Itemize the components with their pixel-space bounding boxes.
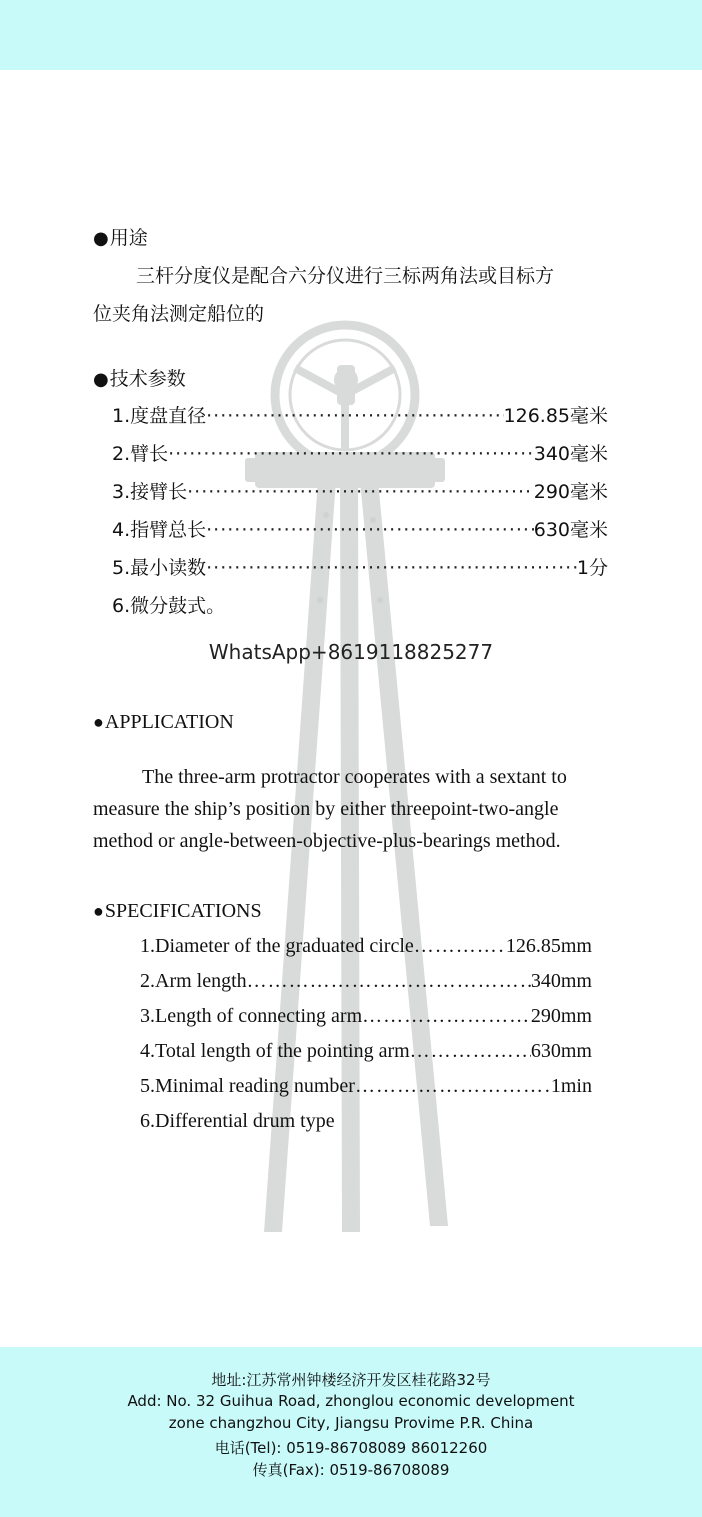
en-application-heading-text: APPLICATION — [104, 711, 234, 733]
en-spec-value: 126.85mm — [505, 935, 592, 957]
en-spec-row — [140, 935, 592, 958]
zh-usage-heading-text: 用途 — [109, 227, 148, 249]
dot-leader — [168, 443, 534, 465]
zh-usage-line2: 位夹角法测定船位的 — [93, 303, 265, 325]
en-spec-row — [140, 1075, 592, 1098]
dot-leader — [187, 481, 534, 503]
footer-fax: 传真(Fax): 0519-86708089 — [252, 1461, 450, 1479]
en-spec-label: 2.Arm length — [140, 970, 247, 992]
en-application-line2: measure the ship’s position by either threepoint-two-angle — [93, 798, 559, 820]
zh-spec-heading-text: 技术参数 — [109, 368, 186, 390]
whatsapp-contact: WhatsApp+8619118825277 — [208, 640, 494, 664]
en-spec-heading: ●SPECIFICATIONS — [93, 900, 262, 922]
zh-spec-label: 2.臂长 — [112, 443, 169, 465]
footer-address-en-2: zone changzhou City, Jiangsu Provime P.R. China — [168, 1414, 534, 1432]
footer-address-en-1: Add: No. 32 Guihua Road, zhonglou economic development — [127, 1392, 575, 1410]
zh-spec-heading: ●技术参数 — [93, 368, 186, 390]
dot-leader — [206, 405, 503, 427]
zh-spec-row — [112, 515, 608, 542]
dot-leader — [206, 557, 577, 579]
zh-spec-label: 1.度盘直径 — [112, 405, 207, 427]
zh-spec-value: 630毫米 — [533, 519, 608, 541]
zh-spec-label: 3.接臂长 — [112, 481, 188, 503]
zh-spec-value: 1分 — [576, 557, 608, 579]
en-spec-label: 4.Total length of the pointing arm — [140, 1040, 410, 1062]
en-spec-value: 630mm — [530, 1040, 592, 1062]
en-application-heading: ●APPLICATION — [93, 711, 234, 733]
zh-spec-label: 4.指臂总长 — [112, 519, 207, 541]
en-spec-value: 340mm — [530, 970, 592, 992]
zh-spec-row — [112, 477, 608, 504]
dot-leader — [414, 935, 506, 958]
dot-leader — [355, 1075, 551, 1098]
en-spec-label: 1.Diameter of the graduated circle — [140, 935, 414, 957]
en-spec-value: 1min — [550, 1075, 592, 1097]
zh-spec-value: 290毫米 — [533, 481, 608, 503]
zh-usage-line1: 三杆分度仪是配合六分仪进行三标两角法或目标方 — [136, 265, 555, 287]
en-application-line1: The three-arm protractor cooperates with a sextant to — [142, 766, 567, 788]
dot-leader — [206, 519, 534, 541]
zh-spec-label: 5.最小读数 — [112, 557, 207, 579]
en-spec-row — [140, 970, 592, 993]
en-spec-row — [140, 1005, 592, 1028]
zh-spec-row — [112, 439, 608, 466]
en-spec-label: 5.Minimal reading number — [140, 1075, 355, 1097]
zh-spec-row — [112, 553, 608, 580]
zh-spec-value: 340毫米 — [533, 443, 608, 465]
en-spec-label: 3.Length of connecting arm — [140, 1005, 363, 1027]
dot-leader — [247, 970, 531, 993]
footer-tel: 电话(Tel): 0519-86708089 86012260 — [214, 1439, 488, 1457]
en-spec-6: 6.Differential drum type — [140, 1110, 335, 1132]
footer-address-zh: 地址:江苏常州钟楼经济开发区桂花路32号 — [211, 1371, 491, 1389]
zh-spec-row — [112, 401, 608, 428]
en-spec-heading-text: SPECIFICATIONS — [104, 900, 262, 922]
zh-usage-heading: ●用途 — [93, 227, 148, 249]
en-spec-row — [140, 1040, 592, 1063]
zh-spec-value: 126.85毫米 — [503, 405, 608, 427]
zh-spec-6: 6.微分鼓式。 — [112, 595, 226, 617]
en-spec-value: 290mm — [530, 1005, 592, 1027]
dot-leader — [410, 1040, 531, 1063]
dot-leader — [362, 1005, 531, 1028]
en-application-line3: method or angle-between-objective-plus-bearings method. — [93, 830, 561, 852]
